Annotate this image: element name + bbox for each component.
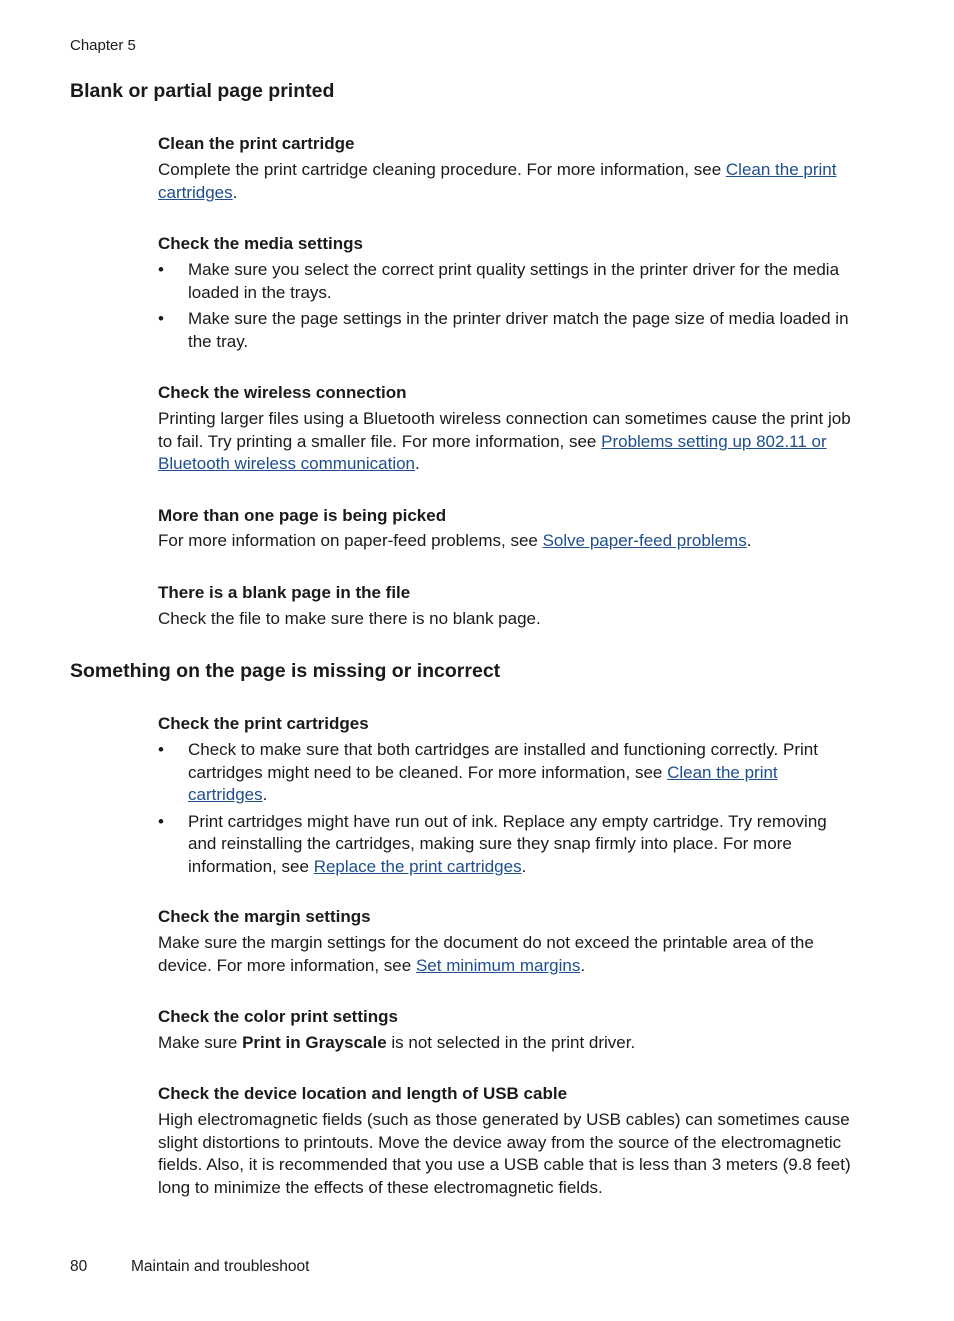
link-solve-paper-feed[interactable]: Solve paper-feed problems [542, 531, 747, 550]
heading-media-settings: Check the media settings [158, 234, 364, 253]
text-print-in-grayscale: Print in Grayscale [242, 1033, 387, 1052]
paragraph-blank-page: Check the file to make sure there is no blank page. [158, 609, 541, 628]
text-period: . [415, 454, 420, 473]
paragraph-usb: High electromagnetic fields (such as those generated by USB cables) can sometimes cause slight distortions to printouts. Move the device away from the source of the electromagnetic fields. Also, it is recommended that you use a USB cable that is less than 3 meters (9.8 feet) long to minimize the effects of these electromagnetic fields. [158, 1110, 851, 1197]
heading-more-than-one-page: More than one page is being picked [158, 506, 447, 525]
text-period: . [232, 182, 238, 202]
bullet-icon: • [158, 260, 164, 279]
link-clean-print-cartridges[interactable]: Clean the print cartridges [158, 160, 837, 202]
footer-title: Maintain and troubleshoot [131, 1258, 310, 1275]
text-clean-cartridge: Complete the print cartridge cleaning procedure. For more information, see [158, 160, 726, 179]
list-print-cartridges [158, 739, 858, 882]
paragraph-wireless [158, 408, 858, 476]
bullet-text: Make sure the page settings in the printer driver match the page size of media loaded in the tray. [188, 309, 849, 351]
bullet-text: Check to make sure that both cartridges are installed and functioning correctly. Print cartridges might need to be cleaned. For more information, see [188, 740, 818, 782]
heading-print-cartridges: Check the print cartridges [158, 714, 369, 733]
text-color-pre: Make sure [158, 1033, 243, 1052]
chapter-label: Chapter 5 [70, 37, 136, 54]
list-media-settings [158, 259, 858, 357]
bullet-text: Make sure you select the correct print quality settings in the printer driver for the media loaded in the trays. [188, 260, 840, 302]
paragraph-color [158, 1032, 858, 1055]
heading-usb-cable: Check the device location and length of USB cable [158, 1084, 568, 1103]
paragraph-paper-feed [158, 530, 858, 553]
text-paper-feed: For more information on paper-feed problems, see [158, 531, 543, 550]
list-item [158, 811, 858, 879]
page-number: 80 [70, 1258, 88, 1275]
text-period: . [746, 531, 752, 550]
text-margin: Make sure the margin settings for the document do not exceed the printable area of the device. For more information, see [158, 933, 814, 975]
section-title-missing-incorrect: Something on the page is missing or incorrect [70, 660, 501, 682]
bullet-icon: • [158, 309, 164, 328]
bullet-icon: • [158, 740, 164, 759]
list-item [158, 308, 858, 353]
link-replace-print-cartridges[interactable]: Replace the print cartridges [313, 856, 522, 876]
heading-clean-cartridge: Clean the print cartridge [158, 134, 355, 153]
list-item [158, 739, 858, 807]
paragraph-clean-cartridge [158, 159, 858, 204]
heading-blank-page-in-file: There is a blank page in the file [158, 583, 411, 602]
link-wireless-problems[interactable]: Problems setting up 802.11 or Bluetooth wireless communication [158, 431, 827, 473]
link-clean-print-cartridges[interactable]: Clean the print cartridges [188, 762, 778, 804]
text-period: . [262, 785, 268, 804]
text-period: . [521, 856, 527, 876]
heading-wireless-connection: Check the wireless connection [158, 383, 407, 402]
paragraph-margin [158, 932, 858, 977]
text-wireless: Printing larger files using a Bluetooth wireless connection can sometimes cause the print job to fail. Try printing a smaller file. For more information, see [158, 409, 851, 451]
section-title-blank-page: Blank or partial page printed [70, 80, 335, 102]
list-item [158, 259, 858, 304]
bullet-icon: • [158, 811, 164, 831]
text-color-post: is not selected in the print driver. [386, 1033, 636, 1052]
bullet-text: Print cartridges might have run out of ink. Replace any empty cartridge. Try removing and reinstalling the cartridges, making sure they snap firmly into place. For more information, see [188, 811, 827, 876]
link-set-minimum-margins[interactable]: Set minimum margins [415, 955, 581, 975]
heading-color-print-settings: Check the color print settings [158, 1007, 398, 1026]
heading-margin-settings: Check the margin settings [158, 907, 371, 926]
text-period: . [580, 955, 586, 975]
